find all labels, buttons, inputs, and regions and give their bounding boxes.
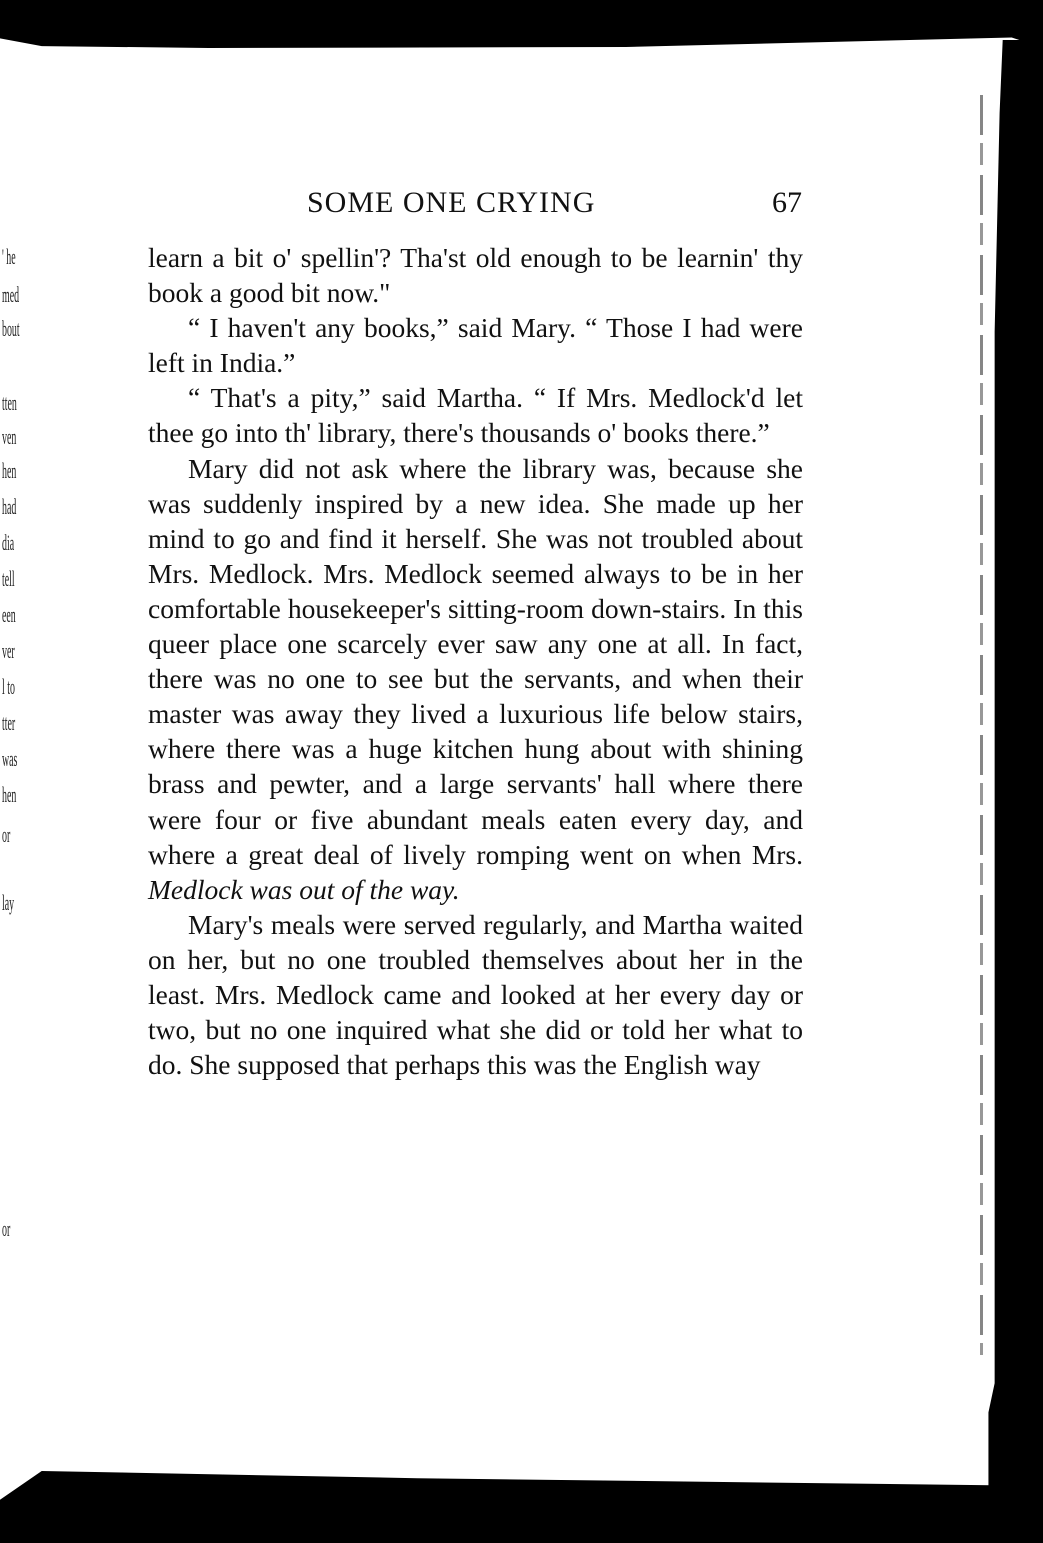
paragraph: learn a bit o' spellin'? Tha'st old enough to be learnin' thy book a good bit now." — [148, 242, 803, 309]
bleed-fragment: ' he — [2, 244, 16, 269]
bleed-fragment: hen — [2, 458, 17, 483]
bleed-fragment: dia — [2, 530, 15, 555]
bleed-fragment: hen — [2, 782, 17, 807]
bleed-fragment: or — [2, 822, 11, 847]
page-edge-shadow — [980, 95, 983, 1355]
paragraph: “ That's a pity,” said Martha. “ If Mrs. Medlock'd let thee go into th' library, there's thousands o' books there.” — [148, 382, 803, 449]
page-header — [150, 186, 802, 226]
bleed-fragment: ver — [2, 638, 15, 663]
bleed-fragment: was — [2, 746, 18, 771]
paragraph-text: Mary did not ask where the library was, because she was suddenly inspired by a new idea. She made up her mind to go and find it herself. She was not troubled about Mrs. Medlock. Mrs. Medlock seemed always to be in her comfortable housekeeper's sitting-room down-stairs. In this queer place one scarcely ever saw any one at all. In fact, there was no one to see but the servants, and when their master was away they lived a luxurious life below stairs, where there was a huge kitchen hung about with shining brass and pewter, and a large servants' hall where there were four or five abundant meals eaten every day, and where a great deal of lively romping went on when Mrs. — [148, 452, 803, 870]
bleed-fragment: tter — [2, 710, 16, 735]
paragraph: “ I haven't any books,” said Mary. “ Those I had were left in India.” — [148, 312, 803, 379]
bleed-fragment: or — [2, 1216, 11, 1241]
page-number: 67 — [772, 186, 802, 219]
bleed-fragment: med — [2, 282, 20, 307]
bleed-fragment: ven — [2, 424, 17, 449]
paragraph — [148, 451, 803, 907]
scan-border-bottom — [0, 1471, 1043, 1543]
bleed-fragment: lay — [2, 890, 15, 915]
bleed-fragment: l to — [2, 674, 15, 699]
bleed-fragment: bout — [2, 316, 20, 341]
scan-border-right — [981, 40, 1043, 1500]
facing-page-bleed — [0, 0, 45, 1543]
paragraph: Mary's meals were served regularly, and Martha waited on her, but no one troubled themselves about her in the least. Mrs. Medlock came and looked at her every day or two, but no one inquired what she did or told her what to do. She supposed that perhaps this was the English way — [148, 908, 803, 1081]
bleed-fragment: tten — [2, 390, 17, 415]
bleed-fragment: tell — [2, 566, 15, 591]
scan-border-top — [0, 0, 1043, 48]
italic-phrase: Medlock was out of the way. — [148, 873, 460, 905]
bleed-fragment: had — [2, 494, 17, 519]
running-title: SOME ONE CRYING — [307, 186, 596, 219]
bleed-fragment: een — [2, 602, 16, 627]
page-body — [148, 240, 803, 1082]
